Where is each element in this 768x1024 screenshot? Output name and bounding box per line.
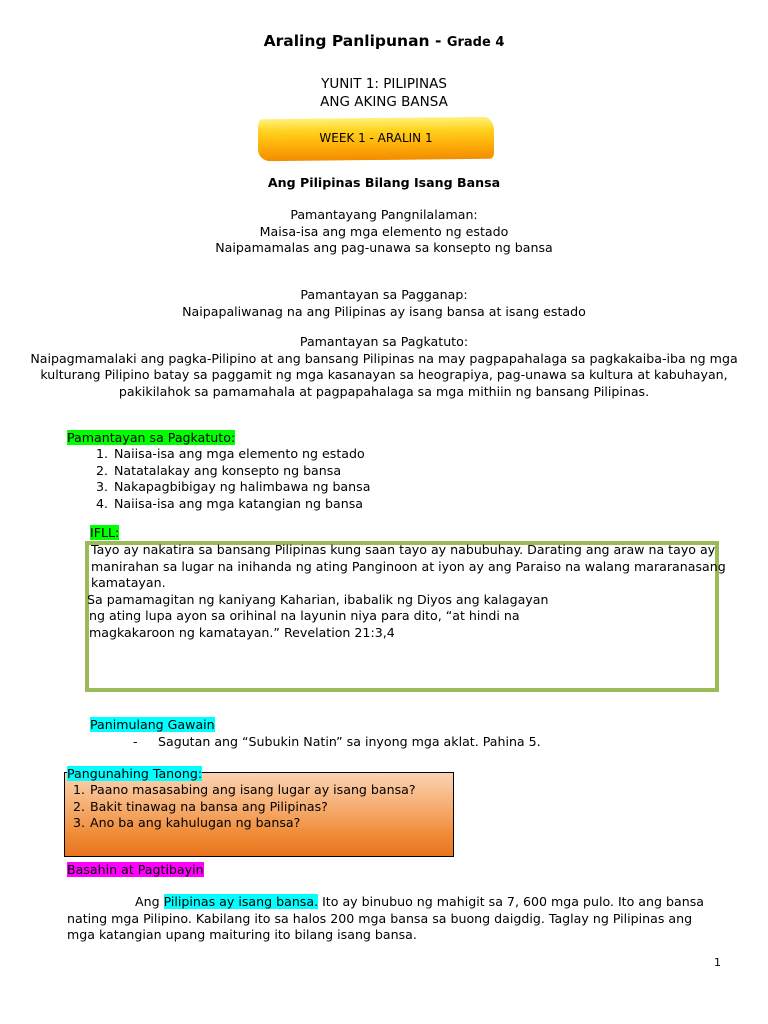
reading-heading-text: Basahin at Pagtibayin xyxy=(67,862,204,877)
unit-line-1: YUNIT 1: PILIPINAS xyxy=(321,76,447,92)
initial-activity-heading xyxy=(90,717,215,734)
objective-item: 3. Nakapagbibigay ng halimbawa ng bansa xyxy=(112,479,512,496)
content-standard-heading: Pamantayang Pangnilalaman: xyxy=(290,207,478,222)
lesson-title: Ang Pilipinas Bilang Isang Bansa xyxy=(267,175,501,190)
initial-activity-bullet: - xyxy=(133,734,138,749)
week-banner-label: WEEK 1 - ARALIN 1 xyxy=(319,131,433,145)
content-standard-line-1: Maisa-isa ang mga elemento ng estado xyxy=(259,223,509,239)
ifll-heading-text: IFLL: xyxy=(90,525,120,540)
learning-standard-heading: Pamantayan sa Pagkatuto: xyxy=(299,334,469,349)
learning-standard xyxy=(0,334,768,400)
content-standard xyxy=(0,207,768,257)
learning-standard-line-2: kulturang Pilipino batay sa paggamit ng mga kasanayan sa heograpiya, pag-unawa sa kultura at kabuhayan, xyxy=(40,367,728,382)
reading-heading xyxy=(67,862,204,879)
performance-standard-line-1: Naipapaliwanag na ang Pilipinas ay isang bansa at isang estado xyxy=(182,303,586,319)
reading-rest: Ito ay binubuo ng mahigit sa 7, 600 mga pulo. Ito ang bansa nating mga Pilipino. Kabilang ito sa halos 200 mga bansa sa buong daigdig. Taglay ng Pilipinas ang mga katangian upang maituring ito bilang isang bansa. xyxy=(67,894,704,942)
reading-highlight: Pilipinas ay isang bansa. xyxy=(163,894,319,909)
unit-line-2: ANG AKING BANSA xyxy=(320,94,448,110)
initial-activity-heading-text: Panimulang Gawain xyxy=(90,717,215,732)
performance-standard-heading: Pamantayan sa Pagganap: xyxy=(300,287,468,302)
objective-item: 1. Naiisa-isa ang mga elemento ng estado xyxy=(112,446,512,463)
initial-activity-text: Sagutan ang “Subukin Natin” sa inyong mga aklat. Pahina 5. xyxy=(158,734,541,749)
main-questions-list xyxy=(67,782,469,832)
question-item: 3. Ano ba ang kahulugan ng bansa? xyxy=(89,815,469,832)
title-text: Araling Panlipunan - xyxy=(263,32,447,50)
objectives-list xyxy=(90,446,512,512)
ifll-line-4: Sa pamamagitan ng kaniyang Kaharian, ibabalik ng Diyos ang kalagayan xyxy=(87,591,549,607)
main-questions-heading-text: Pangunahing Tanong: xyxy=(67,766,203,781)
learning-standard-line-3: pakikilahok sa pamamahala at pagpapahalaga sa mga mithiin ng bansang Pilipinas. xyxy=(118,383,650,399)
objective-item: 4. Naiisa-isa ang mga katangian ng bansa xyxy=(112,496,512,513)
reading-paragraph xyxy=(67,894,721,944)
ifll-text xyxy=(87,542,726,641)
ifll-line-1: Tayo ay nakatira sa bansang Pilipinas kung saan tayo ay nabubuhay. Darating ang araw na tayo ay xyxy=(91,542,716,557)
ifll-line-5: ng ating lupa ayon sa orihinal na layunin niya para dito, “at hindi na xyxy=(89,608,520,623)
objectives-heading xyxy=(67,430,235,447)
main-questions-heading xyxy=(67,766,202,783)
ifll-line-3: kamatayan. xyxy=(91,575,166,590)
unit-heading xyxy=(0,75,768,111)
document-title xyxy=(0,31,768,53)
reading-lead: Ang xyxy=(135,894,164,909)
objectives-heading-text: Pamantayan sa Pagkatuto: xyxy=(67,430,236,445)
ifll-line-6: magkakaroon ng kamatayan.” Revelation 21:3,4 xyxy=(89,624,395,640)
question-item: 2. Bakit tinawag na bansa ang Pilipinas? xyxy=(89,799,469,816)
learning-standard-line-1: Naipagmamalaki ang pagka-Pilipino at ang bansang Pilipinas na may pagpapahalaga sa pagkakaiba-iba ng mga xyxy=(30,350,738,366)
grade-label: Grade 4 xyxy=(446,35,505,50)
ifll-line-2: manirahan sa lugar na inihanda ng ating Panginoon at iyon ay ang Paraiso na walang mararanasang xyxy=(91,558,726,574)
ifll-heading xyxy=(90,525,119,542)
question-item: 1. Paano masasabing ang isang lugar ay isang bansa? xyxy=(89,782,469,799)
page-number: 1 xyxy=(714,956,721,969)
performance-standard xyxy=(0,287,768,320)
objective-item: 2. Natatalakay ang konsepto ng bansa xyxy=(112,463,512,480)
content-standard-line-2: Naipamamalas ang pag-unawa sa konsepto ng bansa xyxy=(215,240,553,255)
